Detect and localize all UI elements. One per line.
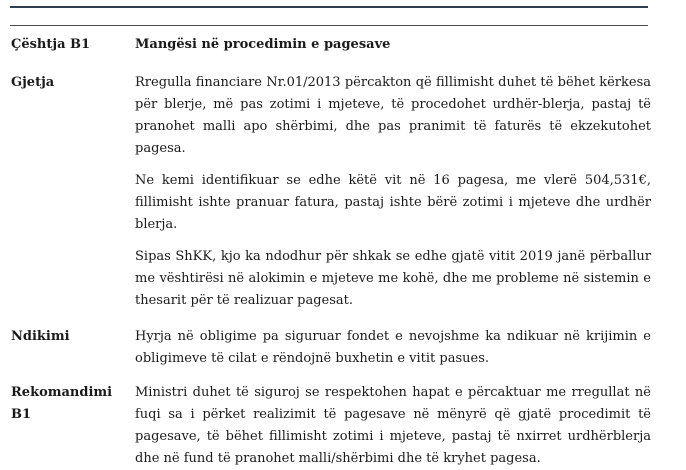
- finding-table: [11, 34, 651, 470]
- table-top-border: [10, 25, 648, 26]
- finding-content: [135, 72, 651, 312]
- issue-title: Mangësi në procedimin e pagesave: [135, 37, 391, 52]
- recommendation-label: Rekomandimi B1: [11, 385, 113, 422]
- finding-paragraph: Rregulla financiare Nr.01/2013 përcakton që fillimisht duhet të bëhet kërkesa për blerje, më pas zotimi i mjeteve, të procedohet urdhër-blerja, pastaj të pranohet malli apo shërbimi, dhe pas pranimit të faturës të ekzekutohet pagesa.: [135, 75, 651, 156]
- finding-paragraph: Sipas ShKK, kjo ka ndodhur për shkak se edhe gjatë vitit 2019 janë përballur me vështirësi në alokimin e mjeteve me kohë, dhe me probleme në sistemin e thesarit për të realizuar pagesat.: [135, 249, 651, 308]
- finding-paragraph: Ne kemi identifikuar se edhe këtë vit në 16 pagesa, me vlerë 504,531€, fillimisht ishte pranuar fatura, pastaj ishte bërë zotimi i mjeteve dhe urdhër blerja.: [135, 173, 651, 232]
- finding-row: [11, 72, 651, 312]
- finding-label: Gjetja: [11, 75, 55, 90]
- recommendation-paragraph: Ministri duhet të siguroj se respektohen hapat e përcaktuar me rregullat në fuqi sa i përket realizimit të pagesave në mënyrë që gjatë procedimit të pagesave, të bëhet fillimisht zotimi i mjeteve, pastaj të nxirret urdhërblerja dhe në fund të pranohet malli/shërbimi dhe të kryhet pagesa.: [135, 385, 651, 466]
- impact-content: [135, 326, 651, 370]
- impact-row: [11, 326, 651, 370]
- impact-label: Ndikimi: [11, 329, 70, 344]
- issue-label: Çështja B1: [11, 37, 91, 52]
- impact-paragraph: Hyrja në obligime pa siguruar fondet e nevojshme ka ndikuar në krijimin e obligimeve të cilat e rëndojnë buxhetin e vitit pasues.: [135, 329, 651, 366]
- issue-row: [11, 34, 651, 72]
- header-rule: [10, 6, 648, 8]
